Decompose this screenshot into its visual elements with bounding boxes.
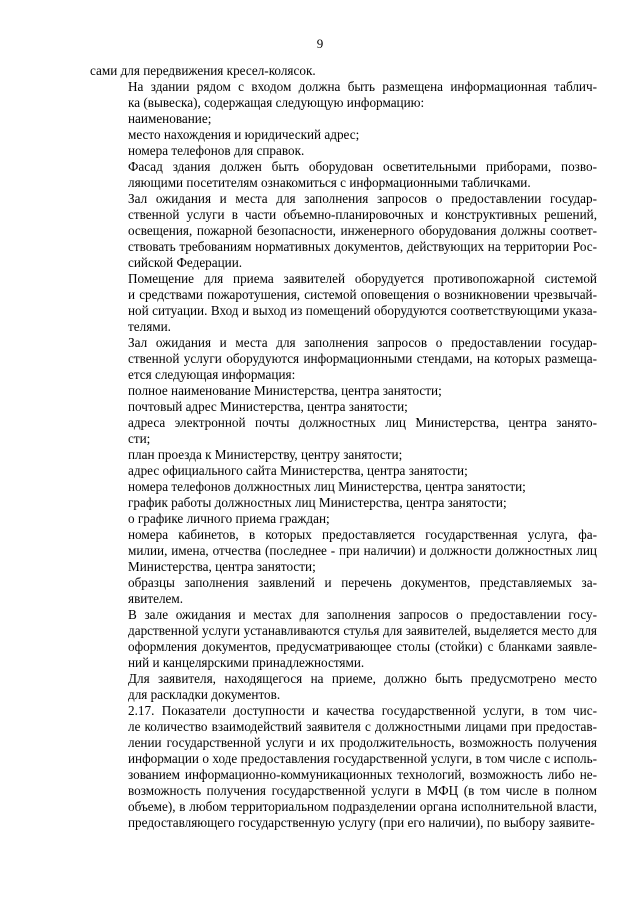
paragraph (90, 159, 597, 191)
paragraph (90, 335, 597, 383)
text-line: Министерства, центра занятости; (128, 559, 316, 574)
text-line: номера телефонов для справок. (128, 143, 305, 158)
text-line: ственной услуги оборудуются информационными стендами, на которых размеща- (128, 351, 597, 366)
paragraph (90, 63, 597, 79)
text-line: Зал ожидания и места для заполнения запросов о предоставлении государ- (128, 191, 597, 206)
paragraph (90, 527, 597, 575)
text-line: телями. (128, 319, 171, 334)
paragraph (90, 447, 597, 463)
text-line: ка (вывеска), содержащая следующую информацию: (128, 95, 425, 110)
text-line: о графике личного приема граждан; (128, 511, 330, 526)
text-line: адреса электронной почты должностных лиц Министерства, центра занято- (128, 415, 597, 430)
text-line: освещения, пожарной безопасности, инженерного оборудования должны соответ- (128, 223, 597, 238)
paragraph (90, 415, 597, 447)
paragraph (90, 111, 597, 127)
paragraph (90, 127, 597, 143)
document-body (90, 63, 597, 831)
paragraph (90, 703, 597, 831)
paragraph (90, 479, 597, 495)
paragraph (90, 495, 597, 511)
paragraph (90, 671, 597, 703)
text-line: ствовать требованиям нормативных документов, действующих на территории Рос- (128, 239, 597, 254)
text-line: Помещение для приема заявителей оборудуется противопожарной системой (128, 271, 597, 286)
text-line: полное наименование Министерства, центра занятости; (128, 383, 442, 398)
text-line: для раскладки документов. (128, 687, 281, 702)
paragraph (90, 79, 597, 111)
text-line: адрес официального сайта Министерства, центра занятости; (128, 463, 468, 478)
text-line: место нахождения и юридический адрес; (128, 127, 360, 142)
text-line: сти; (128, 431, 151, 446)
text-line: ной ситуации. Вход и выход из помещений оборудуются соответствующими указа- (128, 303, 597, 318)
paragraph (90, 463, 597, 479)
text-line: информации о ходе предоставления государственной услуги, в том числе с исполь- (128, 751, 597, 766)
text-line: 2.17. Показатели доступности и качества государственной услуги, в том чис- (128, 703, 597, 718)
paragraph (90, 191, 597, 271)
text-line: ний и канцелярскими принадлежностями. (128, 655, 365, 670)
text-line: номера кабинетов, в которых предоставляется государственная услуга, фа- (128, 527, 597, 542)
text-line: зованием информационно-коммуникационных технологий, возможность либо не- (128, 767, 597, 782)
text-line: ле количество взаимодействий заявителя с должностными лицами при предостав- (128, 719, 597, 734)
text-line: лении государственной услуги и их продолжительность, возможность получения (128, 735, 597, 750)
text-line: Зал ожидания и места для заполнения запросов о предоставлении государ- (128, 335, 597, 350)
text-line: возможность получения государственной услуги в МФЦ (в том числе в полном (128, 783, 597, 798)
text-line: сами для передвижения кресел-колясок. (90, 63, 316, 78)
text-line: ляющими посетителям ознакомиться с информационными табличками. (128, 175, 531, 190)
text-line: оформления документов, предусматривающее столы (стойки) с бланками заявле- (128, 639, 597, 654)
text-line: предоставляющего государственную услугу (при его наличии), по выбору заявите- (128, 815, 595, 830)
text-line: ственной услуги в части объемно-планировочных и конструктивных решений, (128, 207, 597, 222)
text-line: Фасад здания должен быть оборудован осветительными приборами, позво- (128, 159, 597, 174)
text-line: сийской Федерации. (128, 255, 243, 270)
text-line: наименование; (128, 111, 212, 126)
text-line: план проезда к Министерству, центру занятости; (128, 447, 403, 462)
text-line: объеме), в любом территориальном подразделении органа исполнительной власти, (128, 799, 597, 814)
text-line: образцы заполнения заявлений и перечень документов, представляемых за- (128, 575, 597, 590)
page-number: 9 (316, 36, 324, 51)
text-line: Для заявителя, находящегося на приеме, должно быть предусмотрено место (128, 671, 597, 686)
text-line: явителем. (128, 591, 184, 606)
paragraph (90, 383, 597, 399)
paragraph (90, 143, 597, 159)
text-line: дарственной услуги устанавливаются стулья для заявителей, выделяется место для (128, 623, 597, 638)
text-line: почтовый адрес Министерства, центра занятости; (128, 399, 408, 414)
paragraph (90, 271, 597, 335)
paragraph (90, 511, 597, 527)
text-line: На здании рядом с входом должна быть размещена информационная таблич- (128, 79, 597, 94)
text-line: ется следующая информация: (128, 367, 296, 382)
text-line: милии, имена, отчества (последнее - при наличии) и должности должностных лиц (128, 543, 597, 558)
text-line: график работы должностных лиц Министерства, центра занятости; (128, 495, 507, 510)
paragraph (90, 575, 597, 607)
paragraph (90, 399, 597, 415)
text-line: номера телефонов должностных лиц Министерства, центра занятости; (128, 479, 526, 494)
text-line: и средствами пожаротушения, системой оповещения о возникновении чрезвычай- (128, 287, 597, 302)
paragraph (90, 607, 597, 671)
text-line: В зале ожидания и местах для заполнения запросов о предоставлении госу- (128, 607, 597, 622)
